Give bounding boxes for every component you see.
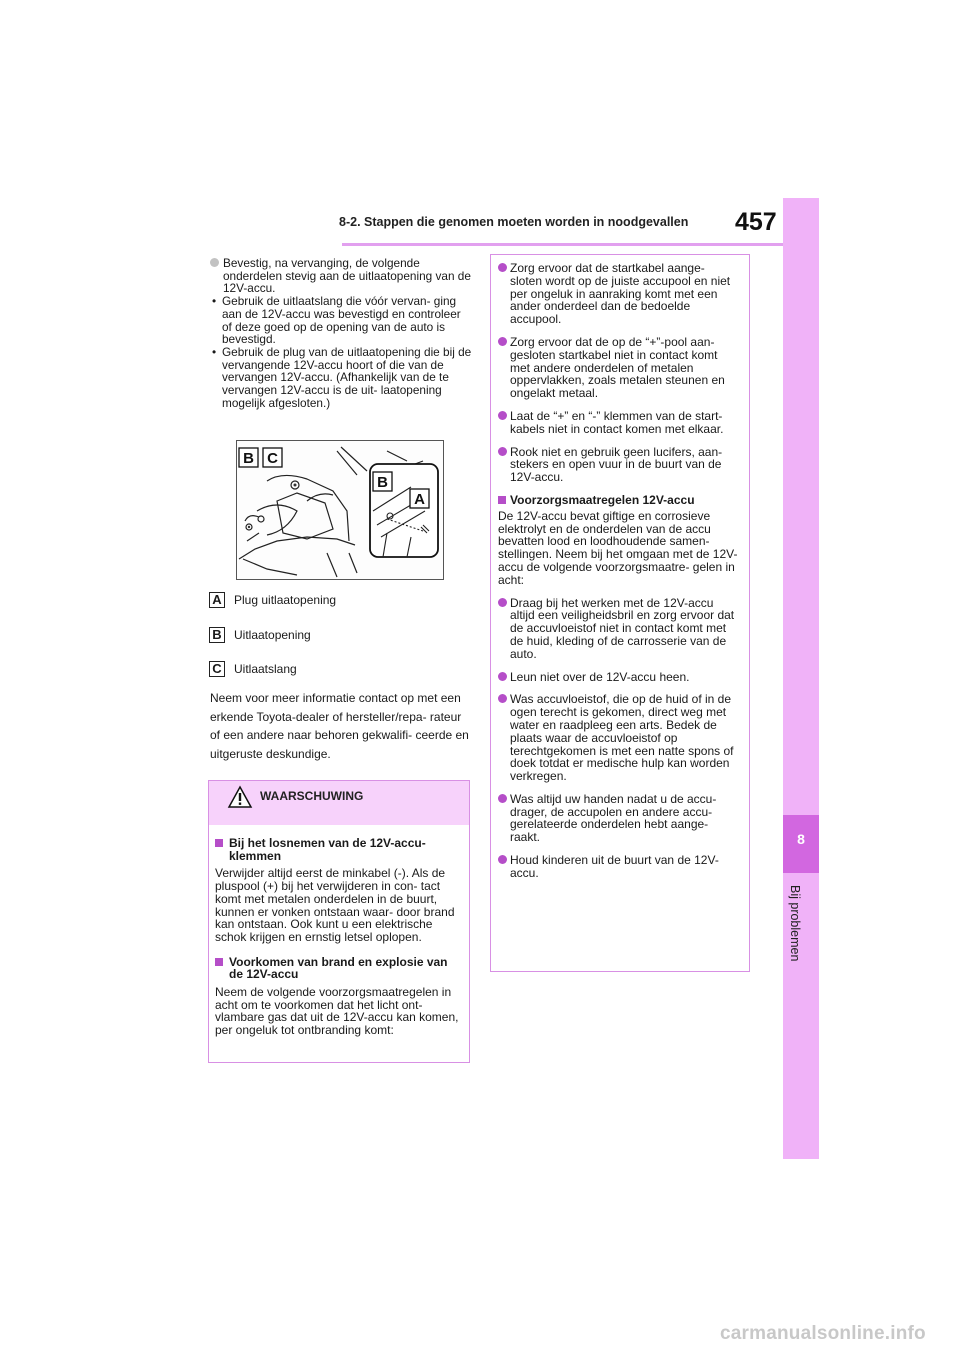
list-text: Was accuvloeistof, die op de huid of in de ogen terecht is gekomen, direct weg met water en raadpleeg een arts. Bedek de plaats waar de accuvloeistof op terechtgekomen is met een natte spons of doek totdat er medische hulp kan worden verkregen. <box>510 692 734 784</box>
list-item <box>498 693 739 783</box>
list-item <box>498 262 739 326</box>
list-item <box>498 793 739 844</box>
photo-label: A <box>414 491 425 508</box>
warning-heading-text: Voorkomen van brand en explosie van de 12V-accu <box>229 954 448 982</box>
bullet-text: Bevestig, na vervanging, de volgende onderdelen stevig aan de uitlaatopening van de 12V-accu. <box>223 256 471 296</box>
bullet-dot-icon <box>210 258 219 267</box>
list-item <box>498 336 739 400</box>
list-text: Was altijd uw handen nadat u de accu- drager, de accupolen en andere accu- gerelateerde onderdelen hebt aange- raakt. <box>510 791 717 845</box>
list-item <box>498 597 739 661</box>
list-text: Laat de “+” en “-” klemmen van de start- kabels niet in contact komen met elkaar. <box>510 408 724 436</box>
legend-text: Uitlaatslang <box>234 662 297 676</box>
square-bullet-icon <box>215 839 223 847</box>
right-box-body <box>491 255 749 880</box>
chapter-number: 8 <box>797 831 805 847</box>
legend-key: B <box>209 627 225 643</box>
section-heading-text: Voorzorgsmaatregelen 12V-accu <box>510 492 695 507</box>
bullet-dot-icon <box>498 263 507 272</box>
section-heading <box>498 494 739 507</box>
list-item <box>498 671 739 684</box>
section-paragraph: De 12V-accu bevat giftige en corrosieve elektrolyt en de onderdelen van de accu bevatten lood en loodhoudende samen- stellingen. Neem bij het omgaan met de 12V-accu de volgende voorzorgsmaatre- gelen in acht: <box>498 508 738 587</box>
legend-item <box>209 592 336 608</box>
info-paragraph: Neem voor meer informatie contact op met een erkende Toyota-dealer of hersteller/repa- rateur of een andere naar behoren gekwalifi- ceerde en uitgeruste deskundige. <box>210 691 469 761</box>
warning-box <box>208 780 470 1063</box>
battery-illustration <box>236 440 444 580</box>
watermark: carmanualsonline.info <box>720 1323 926 1344</box>
warning-heading-text: Bij het losnemen van de 12V-accu- klemmen <box>229 836 426 863</box>
legend-item <box>209 661 297 677</box>
legend-item <box>209 627 311 643</box>
warning-text: Neem de volgende voorzorgsmaatregelen in acht om te voorkomen dat het licht ont- vlambare gas dat uit de 12V-accu kan komen, per ongeluk tot ontbranding komt: <box>215 985 459 1038</box>
page-number: 457 <box>735 208 777 236</box>
left-column <box>210 257 472 409</box>
square-bullet-icon <box>215 958 223 966</box>
battery-diagram-icon <box>237 441 443 579</box>
list-text: Rook niet en gebruik geen lucifers, aan- stekers en open vuur in de buurt van de 12V-accu. <box>510 444 723 485</box>
chapter-tab <box>783 198 819 1159</box>
sub-bullet-icon: • <box>212 344 217 359</box>
chapter-label: Bij problemen <box>788 885 802 962</box>
list-text: Zorg ervoor dat de startkabel aange- sloten wordt op de juiste accupool en niet per ongeluk in aanraking komt met een ander onderdeel dan de bedoelde accupool. <box>510 261 731 327</box>
warning-body <box>209 825 469 1037</box>
warning-heading <box>215 956 459 981</box>
bullet-dot-icon <box>498 694 507 703</box>
sub-item <box>210 295 472 346</box>
legend-key: C <box>209 661 225 677</box>
square-bullet-icon <box>498 496 506 504</box>
warning-triangle-icon <box>227 785 253 809</box>
legend-text: Uitlaatopening <box>234 628 311 642</box>
photo-label: C <box>267 450 278 467</box>
photo-label: B <box>377 474 388 491</box>
warning-text: Verwijder altijd eerst de minkabel (-). Als de pluspool (+) bij het verwijderen in con- tact komt met metalen onderdelen in de buurt, kunnen er vonken ontstaan waar- door brand kan ontstaan. Ook kunt u een elektrische schok krijgen en ernstig letsel oplopen. <box>215 866 455 944</box>
bullet-dot-icon <box>498 447 507 456</box>
bullet-dot-icon <box>498 598 507 607</box>
right-warning-box <box>490 254 750 972</box>
legend-key: A <box>209 592 225 608</box>
bullet-dot-icon <box>498 411 507 420</box>
header-rule <box>342 243 783 246</box>
list-item <box>498 446 739 484</box>
bullet-dot-icon <box>498 794 507 803</box>
bullet-item <box>210 257 472 295</box>
warning-title: WAARSCHUWING <box>260 789 364 803</box>
bullet-dot-icon <box>498 337 507 346</box>
list-text: Leun niet over de 12V-accu heen. <box>510 669 690 684</box>
list-text: Zorg ervoor dat de op de “+”-pool aan- gesloten startkabel niet in contact komt met andere onderdelen of metalen oppervlakken, zoals metalen steunen en ongelakt metaal. <box>510 334 725 401</box>
list-item <box>498 854 739 880</box>
list-text: Draag bij het werken met de 12V-accu altijd een veiligheidsbril en zorg ervoor dat de accuvloeistof niet in contact komt met de huid, kleding of de carrosserie van de auto. <box>510 595 735 661</box>
legend-text: Plug uitlaatopening <box>234 593 337 607</box>
sub-item <box>210 346 472 410</box>
section-title: 8-2. Stappen die genomen moeten worden in noodgevallen <box>339 215 689 229</box>
list-text: Houd kinderen uit de buurt van de 12V- accu. <box>510 853 719 880</box>
sub-bullet-icon: • <box>212 294 217 309</box>
warning-header <box>209 781 469 825</box>
list-item <box>498 410 739 436</box>
photo-label: B <box>243 450 254 467</box>
warning-heading <box>215 837 459 862</box>
sub-text: Gebruik de uitlaatslang die vóór vervan- ging aan de 12V-accu was bevestigd en controleer of deze goed op de opening van de auto is bevestigd. <box>222 294 461 347</box>
bullet-dot-icon <box>498 672 507 681</box>
bullet-dot-icon <box>498 855 507 864</box>
sub-text: Gebruik de plug van de uitlaatopening die bij de vervangende 12V-accu hoort of die van de vervangen 12V-accu. (Afhankelijk van de te vervangen 12V-accu is de uit- laatopening mogelijk afgesloten.) <box>222 344 472 410</box>
